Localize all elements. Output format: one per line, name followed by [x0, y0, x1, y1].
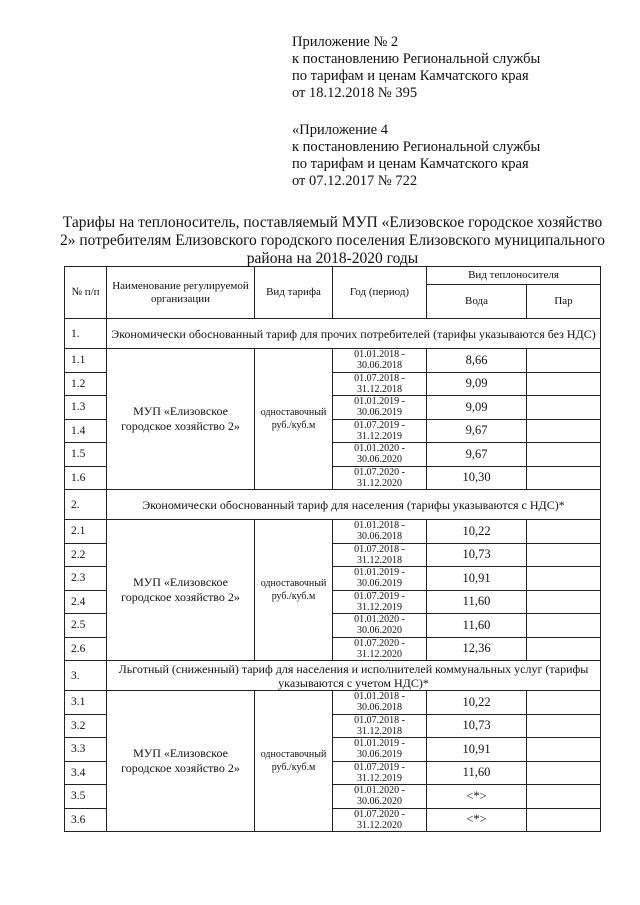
- period: 01.07.2020 - 31.12.2020: [333, 637, 427, 661]
- period: 01.01.2018 - 30.06.2018: [333, 520, 427, 544]
- row-number: 2.2: [65, 543, 107, 567]
- period: 01.07.2019 - 31.12.2019: [333, 761, 427, 785]
- header-water: Вода: [427, 285, 527, 319]
- steam-tariff: [527, 590, 601, 614]
- appendix-header: [292, 34, 540, 102]
- header-num: № п/п: [65, 267, 107, 319]
- row-number: 1.6: [65, 466, 107, 490]
- period: 01.01.2018 - 30.06.2018: [333, 691, 427, 715]
- water-tariff: 10,91: [427, 738, 527, 762]
- row-number: 1.2: [65, 372, 107, 396]
- organization-name: МУП «Елизовское городское хозяйство 2»: [107, 349, 255, 490]
- steam-tariff: [527, 738, 601, 762]
- row-number: 1.1: [65, 349, 107, 373]
- section-number: 3.: [65, 661, 107, 691]
- row-number: 2.1: [65, 520, 107, 544]
- water-tariff: 10,73: [427, 543, 527, 567]
- tariff-type: одноставочный руб./куб.м: [255, 691, 333, 832]
- row-number: 3.1: [65, 691, 107, 715]
- period: 01.07.2020 - 31.12.2020: [333, 466, 427, 490]
- period: 01.01.2019 - 30.06.2019: [333, 567, 427, 591]
- header-carrier: Вид теплоносителя: [427, 267, 601, 285]
- period: 01.01.2020 - 30.06.2020: [333, 614, 427, 638]
- period: 01.01.2018 - 30.06.2018: [333, 349, 427, 373]
- steam-tariff: [527, 808, 601, 832]
- steam-tariff: [527, 567, 601, 591]
- appendix-line: по тарифам и ценам Камчатского края: [292, 156, 529, 172]
- water-tariff: 9,09: [427, 396, 527, 420]
- row-number: 1.4: [65, 419, 107, 443]
- tariff-type: одноставочный руб./куб.м: [255, 349, 333, 490]
- steam-tariff: [527, 349, 601, 373]
- steam-tariff: [527, 543, 601, 567]
- steam-tariff: [527, 761, 601, 785]
- appendix-line: «Приложение 4: [292, 122, 388, 138]
- water-tariff: 9,67: [427, 419, 527, 443]
- appendix-line: к постановлению Региональной службы: [292, 139, 541, 155]
- period: 01.01.2019 - 30.06.2019: [333, 738, 427, 762]
- row-number: 3.3: [65, 738, 107, 762]
- steam-tariff: [527, 714, 601, 738]
- water-tariff: 11,60: [427, 590, 527, 614]
- water-tariff: 11,60: [427, 614, 527, 638]
- header-tariff-type: Вид тарифа: [255, 267, 333, 319]
- steam-tariff: [527, 614, 601, 638]
- water-tariff: 9,67: [427, 443, 527, 467]
- water-tariff: 10,22: [427, 691, 527, 715]
- row-number: 3.5: [65, 785, 107, 809]
- section-title: Экономически обоснованный тариф для прочих потребителей (тарифы указываются без НДС): [107, 319, 601, 349]
- organization-name: МУП «Елизовское городское хозяйство 2»: [107, 520, 255, 661]
- steam-tariff: [527, 520, 601, 544]
- appendix-line: Приложение № 2: [292, 34, 399, 50]
- water-tariff: <*>: [427, 785, 527, 809]
- appendix-line: по тарифам и ценам Камчатского края: [292, 68, 529, 84]
- tariff-table: [64, 266, 601, 832]
- table-body: [65, 319, 601, 832]
- section-title: Льготный (сниженный) тариф для населения и исполнителей коммунальных услуг (тарифы указываются с учетом НДС)*: [107, 661, 601, 691]
- period: 01.07.2019 - 31.12.2019: [333, 590, 427, 614]
- tariff-type: одноставочный руб./куб.м: [255, 520, 333, 661]
- row-number: 1.3: [65, 396, 107, 420]
- document-title: Тарифы на теплоноситель, поставляемый МУП «Елизовское городское хозяйство 2» потребителям Елизовского городского поселения Елизовского муниципального района на 2018-2020 годы: [60, 214, 605, 267]
- period: 01.01.2020 - 30.06.2020: [333, 785, 427, 809]
- table-row: [65, 520, 601, 544]
- period: 01.07.2018 - 31.12.2018: [333, 714, 427, 738]
- water-tariff: <*>: [427, 808, 527, 832]
- row-number: 2.4: [65, 590, 107, 614]
- row-number: 2.5: [65, 614, 107, 638]
- row-number: 3.2: [65, 714, 107, 738]
- water-tariff: 8,66: [427, 349, 527, 373]
- steam-tariff: [527, 785, 601, 809]
- header-org: Наименование регулируемой организации: [107, 267, 255, 319]
- organization-name: МУП «Елизовское городское хозяйство 2»: [107, 691, 255, 832]
- section-number: 2.: [65, 490, 107, 520]
- period: 01.01.2019 - 30.06.2019: [333, 396, 427, 420]
- row-number: 3.4: [65, 761, 107, 785]
- water-tariff: 10,91: [427, 567, 527, 591]
- water-tariff: 10,30: [427, 466, 527, 490]
- section-row: [65, 319, 601, 349]
- water-tariff: 9,09: [427, 372, 527, 396]
- water-tariff: 11,60: [427, 761, 527, 785]
- row-number: 2.3: [65, 567, 107, 591]
- water-tariff: 12,36: [427, 637, 527, 661]
- section-title: Экономически обоснованный тариф для населения (тарифы указываются с НДС)*: [107, 490, 601, 520]
- steam-tariff: [527, 419, 601, 443]
- period: 01.07.2019 - 31.12.2019: [333, 419, 427, 443]
- water-tariff: 10,22: [427, 520, 527, 544]
- period: 01.01.2020 - 30.06.2020: [333, 443, 427, 467]
- table-row: [65, 349, 601, 373]
- header-period: Год (период): [333, 267, 427, 319]
- steam-tariff: [527, 443, 601, 467]
- appendix-line: от 18.12.2018 № 395: [292, 85, 418, 101]
- steam-tariff: [527, 372, 601, 396]
- row-number: 2.6: [65, 637, 107, 661]
- row-number: 3.6: [65, 808, 107, 832]
- period: 01.07.2018 - 31.12.2018: [333, 372, 427, 396]
- steam-tariff: [527, 466, 601, 490]
- period: 01.07.2020 - 31.12.2020: [333, 808, 427, 832]
- table-row: [65, 691, 601, 715]
- section-number: 1.: [65, 319, 107, 349]
- steam-tariff: [527, 691, 601, 715]
- row-number: 1.5: [65, 443, 107, 467]
- steam-tariff: [527, 396, 601, 420]
- appendix-line: к постановлению Региональной службы: [292, 51, 541, 67]
- original-appendix-header: [292, 122, 540, 190]
- appendix-line: от 07.12.2017 № 722: [292, 173, 418, 189]
- period: 01.07.2018 - 31.12.2018: [333, 543, 427, 567]
- header-steam: Пар: [527, 285, 601, 319]
- steam-tariff: [527, 637, 601, 661]
- water-tariff: 10,73: [427, 714, 527, 738]
- section-row: [65, 661, 601, 691]
- section-row: [65, 490, 601, 520]
